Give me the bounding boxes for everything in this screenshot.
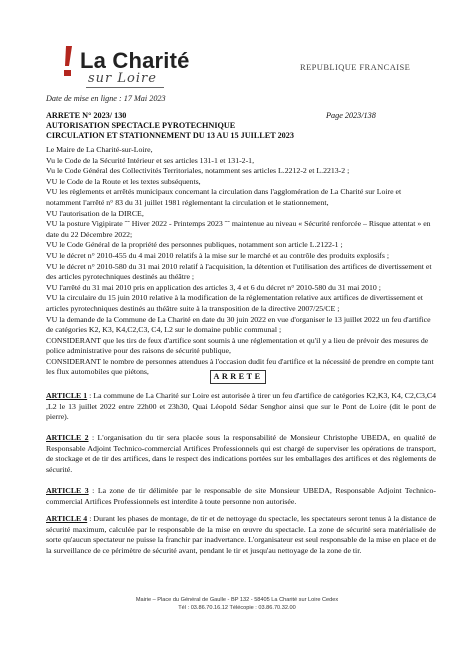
- considerant-line: Le Maire de La Charité-sur-Loire,: [46, 145, 153, 154]
- considerants-block: [46, 145, 436, 378]
- article-label: ARTICLE 4: [46, 514, 88, 523]
- decree-title-line1: AUTORISATION SPECTACLE PYROTECHNIQUE: [46, 121, 236, 130]
- footer-address: Mairie – Place du Général de Gaulle - BP 132 - 58405 La Charité sur Loire Cedex: [135, 597, 339, 603]
- article-4: [46, 514, 436, 556]
- considerant-line: Vu le Code Général des Collectivités Territoriales, notamment ses articles L.2212-2 et L.2213-2 ;: [46, 166, 350, 176]
- arrete-heading: ARRETE: [210, 370, 266, 384]
- decree-title-line2: CIRCULATION ET STATIONNEMENT DU 13 AU 15 JUILLET 2023: [46, 131, 294, 140]
- article-text: : La zone de tir délimitée par le responsable de site Monsieur UBEDA, Responsable Adjoint Technico-commercial Artifices Professionnels est interdite à toute personne non autorisée.: [46, 486, 436, 506]
- article-text: : L'organisation du tir sera placée sous la responsabilité de Monsieur Christophe UBEDA, en qualité de Responsable Adjoint Technico-commercial Artifices Professionnels qui est chargé de superviser les opérations de transport, de stockage et de tir des artifices, dans le respect des indications portées sur les emballages des artifices et des règlements de sécurité.: [46, 433, 436, 474]
- publication-date: Date de mise en ligne : 17 Mai 2023: [46, 94, 166, 103]
- considerant-line: VU les règlements et arrêtés municipaux concernant la circulation dans l'agglomération de La Charité sur Loire et notamment l'arrêté n° 83 du 31 juillet 1981 réglementant la circulation et le stationnement,: [46, 187, 402, 207]
- footer-phone: Tél : 03.86.70.16.12 Télécopie : 03.86.70.32.00: [178, 605, 296, 611]
- page-number: Page 2023/138: [326, 111, 376, 120]
- considerant-line: VU la demande de la Commune de La Charité en date du 30 juin 2022 en vue d'organiser le 13 juillet 2022 un feu d'artifice de catégories K2, K3, K4,C2,C3, C4, L2 sur le domaine public communal ;: [46, 314, 431, 335]
- logo-mark-icon: [62, 44, 74, 78]
- article-3: [46, 486, 436, 507]
- footer: [0, 596, 474, 612]
- considerant-line: VU le Code Général de la propriété des personnes publiques, notamment son article L.2122-1 ;: [46, 240, 343, 250]
- article-label: ARTICLE 1: [46, 391, 88, 400]
- article-text: : Durant les phases de montage, de tir et de nettoyage du spectacle, les spectateurs seront tenus à la distance de sécurité maximum, calculée par le responsable de la mise en œuvre du spectacle. La zone de sécurité sera matérialisée de sorte qu'aucun spectateur ne puisse la franchir par inadvertance. L'organisateur est seul responsable de la mise en place et de la surveillance de ce périmètre de sécurité avant, pendant le tir et jusqu'au nettoyage de la zone de tir.: [46, 514, 436, 555]
- logo-divider: [86, 87, 164, 88]
- logo-subtitle: sur Loire: [88, 71, 157, 86]
- article-2: [46, 433, 436, 475]
- article-label: ARTICLE 3: [46, 486, 89, 495]
- considerant-line: VU l'autorisation de la DIRCE,: [46, 208, 144, 218]
- considerant-line: VU le Code de la Route et les textes subséquents,: [46, 176, 201, 186]
- considerant-line: VU la circulaire du 15 juin 2010 relative à la modification de la réglementation relative aux artifices de divertissement et articles pyrotechniques destinés au théâtre suite à la transposition de la directive 2007/25/CE ;: [46, 293, 423, 313]
- decree-number: ARRETE N° 2023/ 130: [46, 111, 127, 120]
- city-logo: [60, 40, 190, 100]
- article-label: ARTICLE 2: [46, 433, 89, 442]
- considerant-line: CONSIDERANT le nombre de personnes attendues à l'occasion dudit feu d'artifice et la nécessité de prendre en compte tant les flux automobiles que piétons,: [46, 356, 434, 377]
- article-1: [46, 391, 436, 423]
- republique-label: REPUBLIQUE FRANCAISE: [300, 62, 411, 72]
- considerant-line: VU le décret n° 2010-580 du 31 mai 2010 relatif à l'acquisition, la détention et l'utilisation des artifices de divertissement et des articles pyrotechniques destinés au théâtre ;: [46, 261, 432, 282]
- logo-title: La Charité: [80, 48, 190, 73]
- considerant-line: VU l'arrêté du 31 mai 2010 pris en application des articles 3, 4 et 6 du décret n° 2010-580 du 31 mai 2010 ;: [46, 282, 381, 292]
- considerant-line: VU le décret n° 2010-455 du 4 mai 2010 relatifs à la mise sur le marché et au contrôle des produits explosifs ;: [46, 250, 390, 260]
- considerant-line: VU la posture Vigipirate ˆˆ Hiver 2022 - Printemps 2023 ˆˆ maintenue au niveau « Sécurité renforcée – Risque attentat » en date du 22 Décembre 2022;: [46, 219, 431, 239]
- considerant-line: Vu le Code de la Sécurité Intérieur et ses articles 131-1 et 131-2-1,: [46, 155, 255, 165]
- article-text: : La commune de La Charité sur Loire est autorisée à tirer un feu d'artifice de catégories K2,K3, K4, C2,C3,C4 ,L2 le 13 juillet 2022 entre 22h00 et 23h30, Quai Léopold Sédar Senghor ainsi que sur le Pont de Loire (dit le pont de pierre).: [46, 391, 437, 422]
- considerant-line: CONSIDERANT que les tirs de feux d'artifice sont soumis à une réglementation et qu'il y a lieu de prévoir des mesures de police administrative pour des raisons de sécurité publique,: [46, 335, 429, 356]
